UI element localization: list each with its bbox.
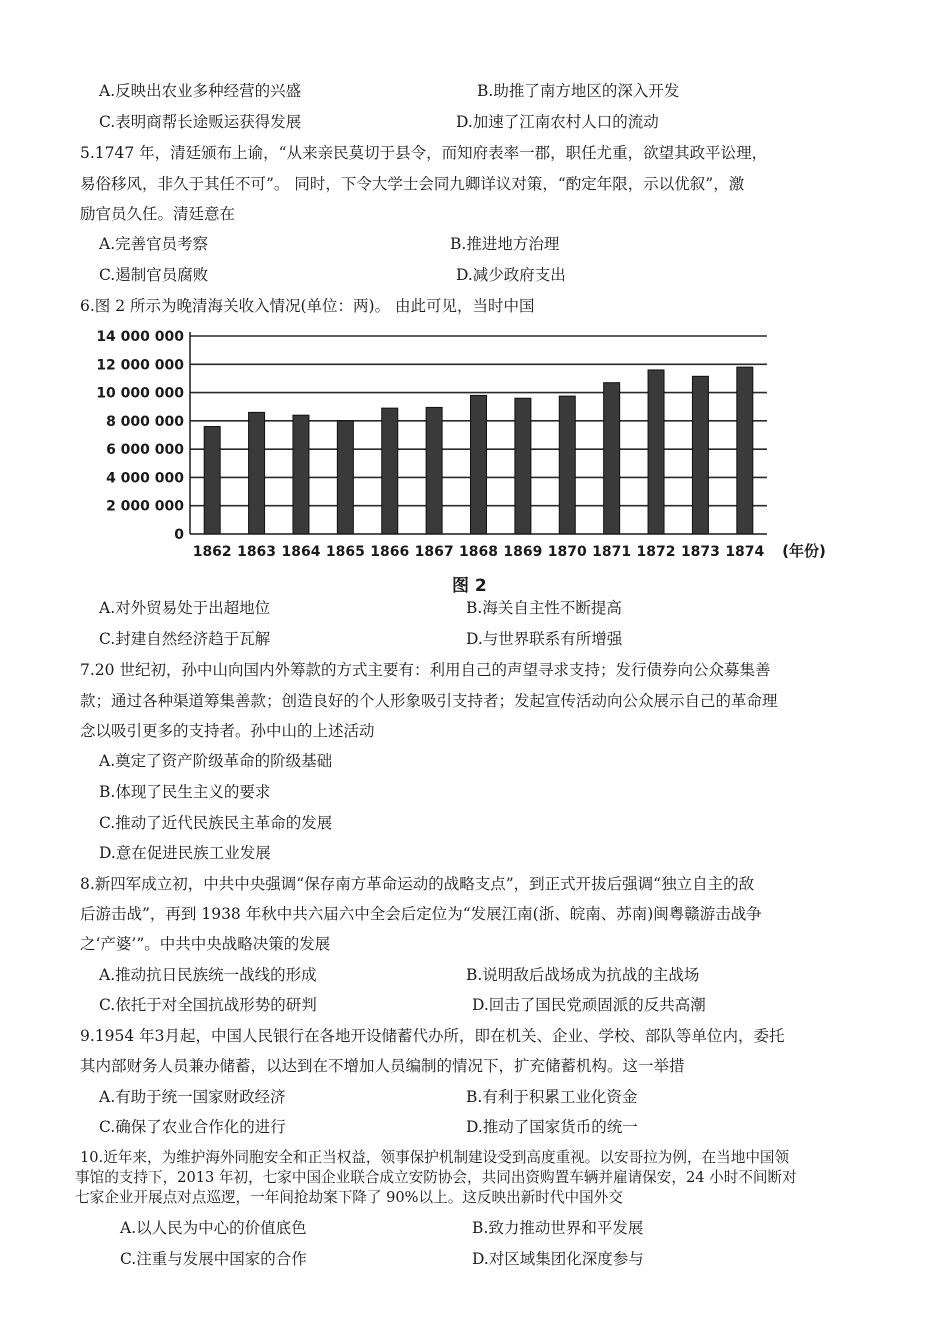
q8-stem-line-2: 后游击战”，再到 1938 年秋中共六届六中全会后定位为“发展江南(浙、皖南、苏南)闽粤赣游击战争 <box>80 905 762 923</box>
chart-x-tick-label-1870: 1870 <box>547 544 587 560</box>
chart-bar-1865 <box>337 421 353 534</box>
chart-y-tick-label: 4 000 000 <box>106 470 184 487</box>
chart-bar-1869 <box>515 398 531 534</box>
q6-option-c: C.封建自然经济趋于瓦解 <box>99 630 271 648</box>
chart-bar-1866 <box>382 408 398 534</box>
q7-option-b: B.体现了民生主义的要求 <box>99 783 271 801</box>
q5-option-b: B.推进地方治理 <box>450 235 560 253</box>
q8-option-b: B.说明敌后战场成为抗战的主战场 <box>466 966 700 984</box>
q10-option-d: D.对区域集团化深度参与 <box>472 1250 644 1268</box>
q4-option-b: B.助推了南方地区的深入开发 <box>477 82 680 100</box>
chart-bar-1867 <box>426 407 442 534</box>
q10-option-c: C.注重与发展中国家的合作 <box>120 1250 307 1268</box>
q8-option-c: C.依托于对全国抗战形势的研判 <box>99 996 317 1014</box>
q10-stem-line-3: 七家企业开展点对点巡逻，一年间抢劫案下降了 90%以上。这反映出新时代中国外交 <box>75 1189 623 1206</box>
chart-bar-1871 <box>604 383 620 534</box>
q5-option-c: C.遏制官员腐败 <box>99 266 209 284</box>
q4-option-d: D.加速了江南农村人口的流动 <box>456 113 659 131</box>
chart-y-tick-label: 8 000 000 <box>106 413 184 430</box>
customs-revenue-bar-chart <box>90 322 850 567</box>
q9-option-b: B.有利于积累工业化资金 <box>466 1088 638 1106</box>
q7-stem-line-2: 款；通过各种渠道筹集善款；创造良好的个人形象吸引支持者；发起宣传活动向公众展示自己的革命理 <box>80 692 778 710</box>
q7-option-a: A.奠定了资产阶级革命的阶级基础 <box>99 752 333 770</box>
chart-x-tick-label-1868: 1868 <box>459 544 498 560</box>
chart-x-tick-label-1867: 1867 <box>414 544 454 560</box>
chart-x-tick-labels <box>193 544 765 560</box>
q10-stem-line-2: 事馆的支持下，2013 年初，七家中国企业联合成立安防协会，共同出资购置车辆并雇请保安，24 小时不间断对 <box>75 1169 797 1186</box>
chart-bar-1873 <box>692 376 708 534</box>
chart-y-tick-label: 10 000 000 <box>96 385 184 402</box>
q8-stem-line-3: 之‘产婆’”。中共中央战略决策的发展 <box>80 935 331 953</box>
chart-x-tick-label-1872: 1872 <box>636 544 676 560</box>
q5-option-d: D.减少政府支出 <box>456 266 566 284</box>
q7-stem-line-1: 7.20 世纪初，孙中山向国内外筹款的方式主要有：利用自己的声望寻求支持；发行债券向公众募集善 <box>80 661 771 679</box>
q7-option-c: C.推动了近代民族民主革命的发展 <box>99 814 333 832</box>
q6-option-a: A.对外贸易处于出超地位 <box>99 599 271 617</box>
q6-option-b: B.海关自主性不断提高 <box>466 599 622 617</box>
chart-y-tick-labels <box>96 329 184 543</box>
chart-x-tick-label-1869: 1869 <box>503 544 543 560</box>
q4-option-a: A.反映出农业多种经营的兴盛 <box>99 82 302 100</box>
q5-option-a: A.完善官员考察 <box>99 235 209 253</box>
chart-y-tick-label: 12 000 000 <box>96 357 184 374</box>
chart-y-tick-label: 6 000 000 <box>106 442 184 459</box>
q10-option-b: B.致力推动世界和平发展 <box>472 1219 644 1237</box>
chart-bar-1874 <box>737 367 753 534</box>
chart-bar-1863 <box>249 412 265 534</box>
q5-stem-line-3: 励官员久任。清廷意在 <box>80 205 236 223</box>
chart-x-tick-label-1873: 1873 <box>680 544 720 560</box>
chart-bar-1868 <box>471 395 487 534</box>
chart-x-tick-label-1866: 1866 <box>370 544 410 560</box>
chart-bar-1862 <box>204 427 220 534</box>
chart-bar-1870 <box>559 396 575 534</box>
chart-x-axis-label: (年份) <box>782 542 826 560</box>
q4-option-c: C.表明商帮长途贩运获得发展 <box>99 113 302 131</box>
chart-y-tick-label: 2 000 000 <box>106 498 184 515</box>
chart-y-tick-label: 14 000 000 <box>96 329 184 345</box>
q10-stem-line-1: 10.近年来，为维护海外同胞安全和正当权益，领事保护机制建设受到高度重视。以安哥拉为例，在当地中国领 <box>80 1149 790 1166</box>
q9-option-c: C.确保了农业合作化的进行 <box>99 1118 286 1136</box>
q8-stem-line-1: 8.新四军成立初，中共中央强调“保存南方革命运动的战略支点”，到正式开拔后强调“独立自主的敌 <box>80 875 755 893</box>
q5-stem-line-2: 易俗移风，非久于其任不可”。 同时，下令大学士会同九卿详议对策，“酌定年限，示以优叙”，激 <box>80 175 745 193</box>
chart-y-tick-label: 0 <box>174 527 184 543</box>
chart-x-tick-label-1864: 1864 <box>281 544 321 560</box>
q9-option-a: A.有助于统一国家财政经济 <box>99 1088 286 1106</box>
q8-option-d: D.回击了国民党顽固派的反共高潮 <box>472 996 706 1014</box>
q8-option-a: A.推动抗日民族统一战线的形成 <box>99 966 317 984</box>
chart-x-tick-label-1862: 1862 <box>192 544 232 560</box>
q6-option-d: D.与世界联系有所增强 <box>466 630 623 648</box>
chart-x-tick-label-1865: 1865 <box>325 544 365 560</box>
chart-x-tick-label-1863: 1863 <box>237 544 277 560</box>
chart-x-tick-label-1871: 1871 <box>592 544 632 560</box>
q7-option-d: D.意在促进民族工业发展 <box>99 844 271 862</box>
q10-option-a: A.以人民为中心的价值底色 <box>120 1219 307 1237</box>
q5-stem-line-1: 5.1747 年，清廷颁布上谕，“从来亲民莫切于县令，而知府表率一郡，职任尤重，欲望其政平讼理， <box>80 144 768 162</box>
q9-stem-line-2: 其内部财务人员兼办储蓄，以达到在不增加人员编制的情况下，扩充储蓄机构。这一举措 <box>80 1057 685 1075</box>
chart-caption: 图 2 <box>452 576 487 596</box>
chart-bar-1864 <box>293 415 309 534</box>
q7-stem-line-3: 念以吸引更多的支持者。孙中山的上述活动 <box>80 722 375 740</box>
q9-option-d: D.推动了国家货币的统一 <box>466 1118 638 1136</box>
chart-bar-1872 <box>648 370 664 534</box>
q9-stem-line-1: 9.1954 年3月起，中国人民银行在各地开设储蓄代办所，即在机关、企业、学校、部队等单位内，委托 <box>80 1027 785 1045</box>
q6-stem: 6.图 2 所示为晚清海关收入情况(单位：两)。 由此可见，当时中国 <box>80 297 535 315</box>
chart-x-tick-label-1874: 1874 <box>725 544 765 560</box>
